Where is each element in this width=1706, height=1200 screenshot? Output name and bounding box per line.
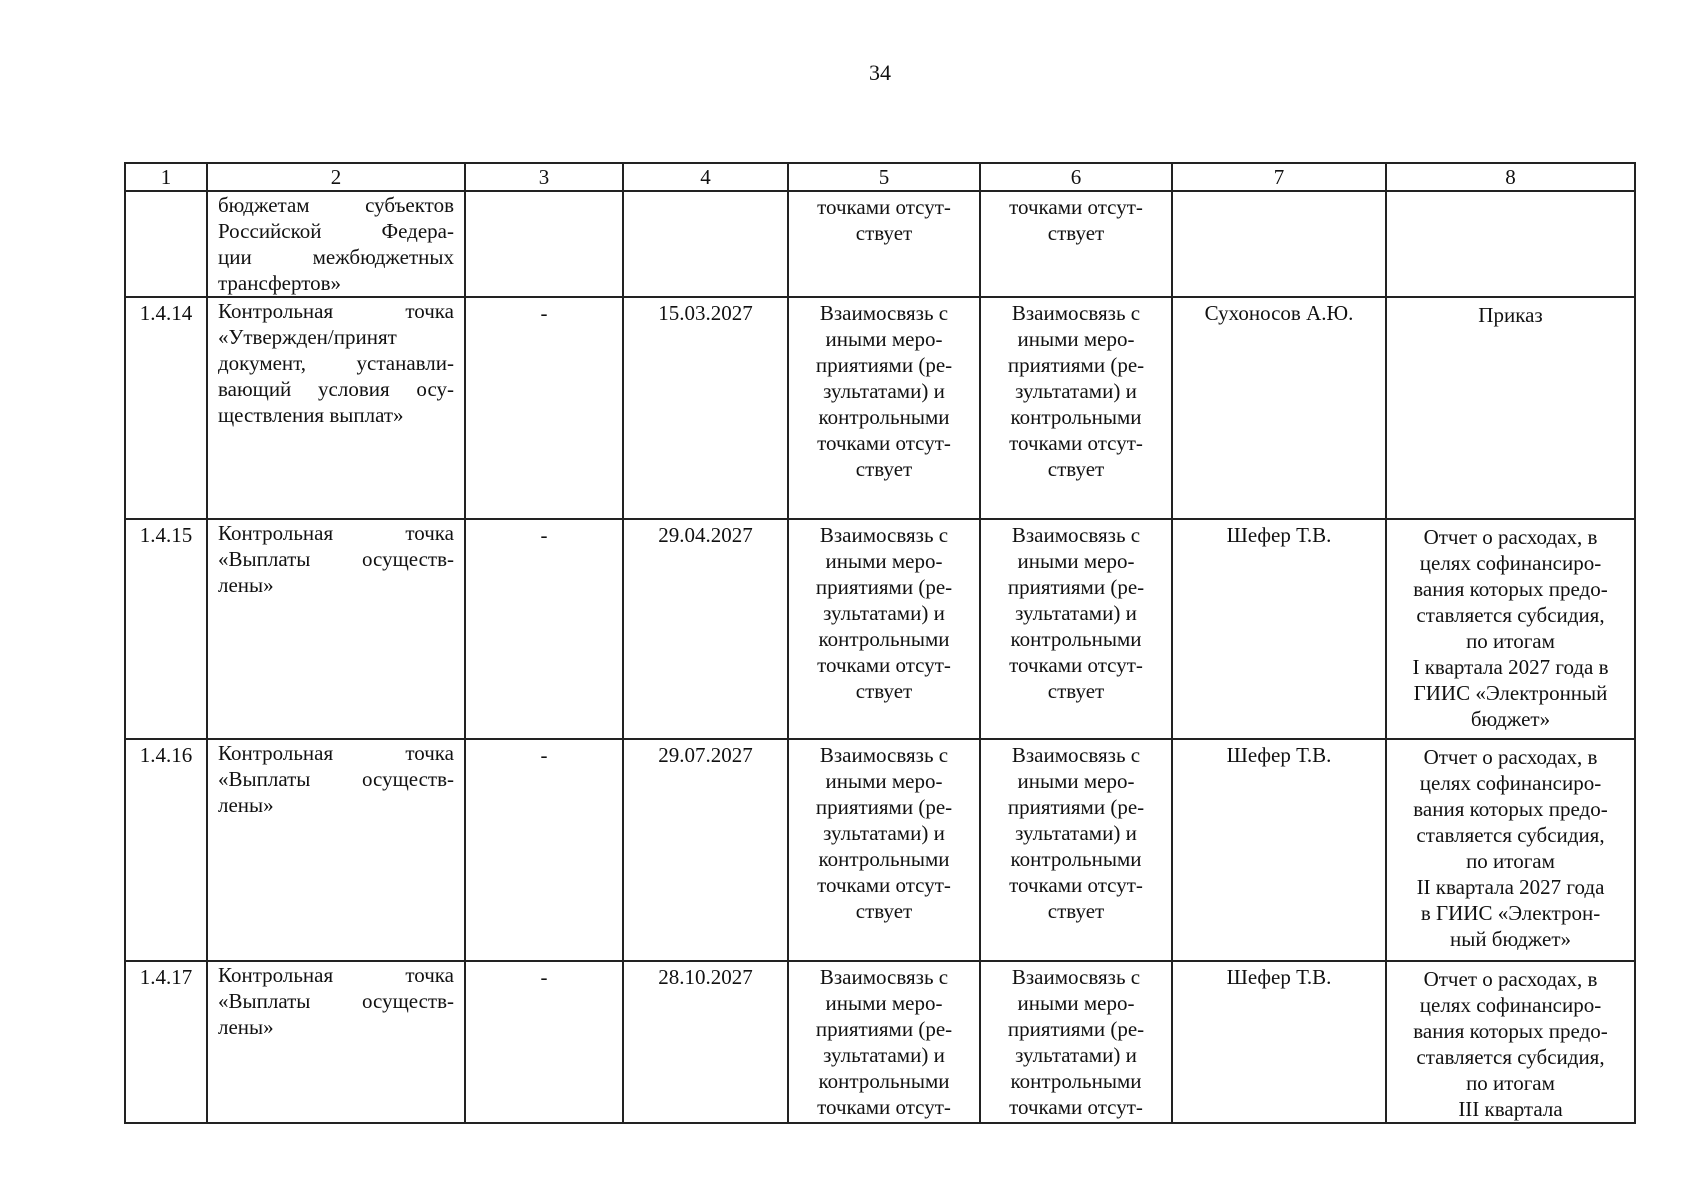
page-number: 34 — [869, 60, 891, 85]
cell-relation — [980, 519, 1172, 739]
relation-line: ствует — [1047, 457, 1105, 481]
cell-num: 1.4.16 — [125, 739, 207, 961]
cell-col3: - — [465, 519, 623, 739]
relation-line: зультатами) и — [1015, 1043, 1137, 1067]
name-line: Российской Федера- — [218, 219, 454, 243]
document-line: вания которых предо- — [1413, 797, 1608, 821]
relation-line: ствует — [1047, 899, 1105, 923]
document-line: ставляется субсидия, — [1416, 603, 1605, 627]
cell-person: Сухоносов А.Ю. — [1172, 297, 1386, 519]
relation-line: приятиями (ре- — [1007, 353, 1145, 377]
header-cell: 3 — [465, 163, 623, 191]
document-line: целях софинансиро- — [1419, 771, 1602, 795]
document-line: III квартала — [1458, 1097, 1563, 1121]
relation-line: приятиями (ре- — [1007, 575, 1145, 599]
cell-document — [1386, 191, 1635, 297]
relation-line: контрольными — [818, 847, 950, 871]
relation-line: Взаимосвязь с — [1011, 523, 1141, 547]
cell-relation — [788, 297, 980, 519]
relation-line: контрольными — [1010, 405, 1142, 429]
document-line: Отчет о расходах, в — [1423, 525, 1598, 549]
name-line: Контрольная точка — [218, 299, 454, 323]
name-line: «Выплаты осуществ- — [218, 547, 454, 571]
cell-date: 29.04.2027 — [623, 519, 788, 739]
cell-document — [1386, 739, 1635, 961]
name-line: трансфертов» — [218, 271, 342, 295]
relation-line: приятиями (ре- — [815, 1017, 953, 1041]
relation-line: иными меро- — [825, 991, 943, 1015]
relation-line: точками отсут- — [1009, 653, 1143, 677]
document-line: по итогам — [1466, 849, 1555, 873]
relation-line: Взаимосвязь с — [819, 301, 949, 325]
relation-line: контрольными — [1010, 627, 1142, 651]
name-line: Контрольная точка — [218, 741, 454, 765]
cell-name — [207, 739, 465, 961]
table-row — [125, 297, 1635, 519]
cell-name — [207, 961, 465, 1123]
cell-col3: - — [465, 961, 623, 1123]
cell-num — [125, 191, 207, 297]
name-line: «Выплаты осуществ- — [218, 989, 454, 1013]
name-line: ществления выплат» — [218, 403, 404, 427]
cell-relation — [788, 961, 980, 1123]
relation-line: контрольными — [818, 405, 950, 429]
cell-relation — [980, 297, 1172, 519]
name-line: «Выплаты осуществ- — [218, 767, 454, 791]
document-line: Отчет о расходах, в — [1423, 745, 1598, 769]
relation-line: Взаимосвязь с — [1011, 301, 1141, 325]
relation-line: контрольными — [1010, 847, 1142, 871]
relation-line: контрольными — [818, 1069, 950, 1093]
name-line: «Утвержден/принят — [218, 325, 397, 349]
relation-line: точками отсут- — [1009, 431, 1143, 455]
relation-line: зультатами) и — [823, 379, 945, 403]
name-line: Контрольная точка — [218, 963, 454, 987]
cell-name — [207, 297, 465, 519]
relation-line: Взаимосвязь с — [819, 743, 949, 767]
document-line: в ГИИС «Электрон- — [1420, 901, 1601, 925]
header-cell: 5 — [788, 163, 980, 191]
relation-line: точками отсут- — [817, 431, 951, 455]
relation-line: ствует — [855, 221, 913, 245]
control-points-table — [124, 162, 1636, 1124]
relation-line: приятиями (ре- — [1007, 795, 1145, 819]
name-line: документ, устанавли- — [218, 351, 454, 375]
relation-line: Взаимосвязь с — [819, 965, 949, 989]
relation-line: зультатами) и — [1015, 601, 1137, 625]
name-line: Контрольная точка — [218, 521, 454, 545]
document-line: по итогам — [1466, 629, 1555, 653]
cell-person: Шефер Т.В. — [1172, 739, 1386, 961]
cell-num: 1.4.14 — [125, 297, 207, 519]
relation-line: иными меро- — [1017, 327, 1135, 351]
header-cell: 4 — [623, 163, 788, 191]
cell-name — [207, 519, 465, 739]
name-line: лены» — [218, 573, 274, 597]
cell-relation — [980, 961, 1172, 1123]
document-line: вания которых предо- — [1413, 577, 1608, 601]
relation-line: точками отсут- — [817, 195, 951, 219]
relation-line: приятиями (ре- — [815, 575, 953, 599]
table-row — [125, 961, 1635, 1123]
relation-line: Взаимосвязь с — [1011, 965, 1141, 989]
relation-line: приятиями (ре- — [815, 353, 953, 377]
relation-line: Взаимосвязь с — [819, 523, 949, 547]
relation-line: иными меро- — [825, 549, 943, 573]
cell-relation — [788, 519, 980, 739]
cell-date: 29.07.2027 — [623, 739, 788, 961]
name-line: бюджетам субъектов — [218, 193, 454, 217]
relation-line: контрольными — [1010, 1069, 1142, 1093]
continuation-row — [125, 191, 1635, 297]
relation-line: зультатами) и — [1015, 379, 1137, 403]
cell-document — [1386, 297, 1635, 519]
header-cell: 1 — [125, 163, 207, 191]
relation-line: приятиями (ре- — [1007, 1017, 1145, 1041]
relation-line: иными меро- — [1017, 769, 1135, 793]
relation-line: приятиями (ре- — [815, 795, 953, 819]
name-line: лены» — [218, 793, 274, 817]
cell-relation — [788, 191, 980, 297]
cell-document — [1386, 961, 1635, 1123]
cell-relation — [980, 191, 1172, 297]
document-line: ный бюджет» — [1449, 927, 1572, 951]
relation-line: иными меро- — [1017, 991, 1135, 1015]
cell-col3: - — [465, 739, 623, 961]
cell-relation — [980, 739, 1172, 961]
cell-col3 — [465, 191, 623, 297]
header-cell: 2 — [207, 163, 465, 191]
table-row — [125, 519, 1635, 739]
relation-line: точками отсут- — [1009, 195, 1143, 219]
cell-date — [623, 191, 788, 297]
document-line: целях софинансиро- — [1419, 993, 1602, 1017]
relation-line: точками отсут- — [1009, 873, 1143, 897]
document-line: Приказ — [1478, 303, 1543, 327]
relation-line: ствует — [855, 899, 913, 923]
relation-line: Взаимосвязь с — [1011, 743, 1141, 767]
name-line: ции межбюджетных — [218, 245, 454, 269]
relation-line: ствует — [1047, 679, 1105, 703]
cell-num: 1.4.15 — [125, 519, 207, 739]
cell-person — [1172, 191, 1386, 297]
relation-line: иными меро- — [825, 327, 943, 351]
header-cell: 6 — [980, 163, 1172, 191]
relation-line: ствует — [855, 679, 913, 703]
cell-person: Шефер Т.В. — [1172, 961, 1386, 1123]
relation-line: зультатами) и — [1015, 821, 1137, 845]
relation-line: точками отсут- — [817, 873, 951, 897]
relation-line: точками отсут- — [817, 653, 951, 677]
document-line: бюджет» — [1470, 707, 1551, 731]
document-line: ставляется субсидия, — [1416, 1045, 1605, 1069]
cell-person: Шефер Т.В. — [1172, 519, 1386, 739]
header-cell: 8 — [1386, 163, 1635, 191]
relation-line: ствует — [855, 457, 913, 481]
document-line: Отчет о расходах, в — [1423, 967, 1598, 991]
document-line: ГИИС «Электронный — [1413, 681, 1608, 705]
name-line: вающий условия осу- — [218, 377, 454, 401]
document-line: ставляется субсидия, — [1416, 823, 1605, 847]
relation-line: точками отсут- — [817, 1095, 951, 1119]
cell-document — [1386, 519, 1635, 739]
header-cell: 7 — [1172, 163, 1386, 191]
relation-line: ствует — [1047, 221, 1105, 245]
table-row — [125, 739, 1635, 961]
relation-line: контрольными — [818, 627, 950, 651]
cell-num: 1.4.17 — [125, 961, 207, 1123]
cell-relation — [788, 739, 980, 961]
cell-date: 28.10.2027 — [623, 961, 788, 1123]
relation-line: зультатами) и — [823, 601, 945, 625]
relation-line: точками отсут- — [1009, 1095, 1143, 1119]
cell-name — [207, 191, 465, 297]
document-line: целях софинансиро- — [1419, 551, 1602, 575]
name-line: лены» — [218, 1015, 274, 1039]
relation-line: иными меро- — [1017, 549, 1135, 573]
document-line: вания которых предо- — [1413, 1019, 1608, 1043]
header-row — [125, 163, 1635, 191]
cell-date: 15.03.2027 — [623, 297, 788, 519]
document-line: по итогам — [1466, 1071, 1555, 1095]
relation-line: зультатами) и — [823, 821, 945, 845]
relation-line: зультатами) и — [823, 1043, 945, 1067]
relation-line: иными меро- — [825, 769, 943, 793]
cell-col3: - — [465, 297, 623, 519]
document-line: II квартала 2027 года — [1416, 875, 1605, 899]
document-line: I квартала 2027 года в — [1412, 655, 1609, 679]
